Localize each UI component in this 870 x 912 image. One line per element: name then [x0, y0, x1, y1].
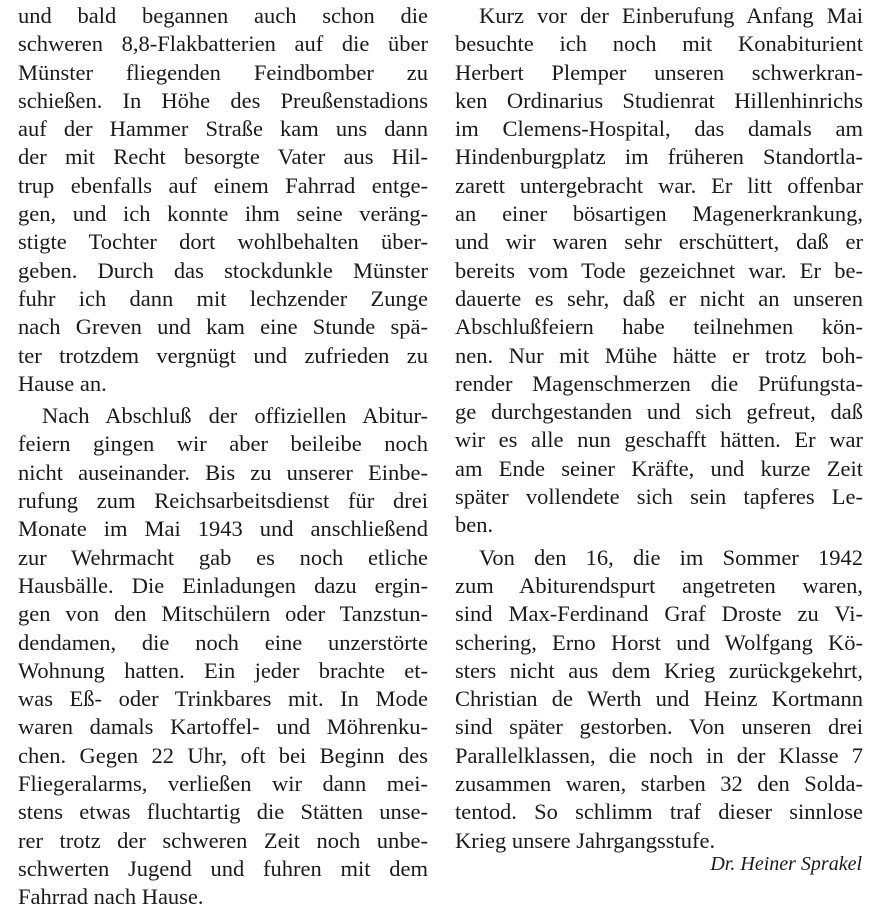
text-line: geben. Durch das stockdunkle Münster	[18, 257, 428, 283]
text-line: bereits vom Tode gezeichnet war. Er be-	[455, 257, 863, 283]
text-line: sind Max-Ferdinand Graf Droste zu Vi-	[455, 601, 863, 627]
text-line: besuchte ich noch mit Konabiturient	[455, 31, 863, 57]
text-line: wir es alle nun geschafft hätten. Er war	[455, 427, 863, 453]
text-line: im Clemens-Hospital, das damals am	[455, 116, 863, 142]
text-line: nach Greven und kam eine Stunde spä-	[18, 314, 428, 340]
text-line: render Magenschmerzen die Prüfungsta-	[455, 370, 863, 396]
text-line: trup ebenfalls auf einem Fahrrad entge-	[18, 172, 428, 198]
author-signature: Dr. Heiner Sprakel	[710, 853, 862, 875]
text-line: stens etwas fluchtartig die Stätten unse-	[18, 799, 428, 825]
text-line: zum Abiturendspurt angetreten waren,	[455, 572, 863, 598]
left-column	[18, 2, 428, 912]
text-line: sind später gestorben. Von unseren drei	[455, 714, 863, 740]
text-line: Christian de Werth und Heinz Kortmann	[455, 686, 863, 712]
text-line: schießen. In Höhe des Preußenstadions	[18, 87, 428, 113]
text-line: Wohnung hatten. Ein jeder brachte et-	[18, 657, 428, 683]
text-line: ken Ordinarius Studienrat Hillenhinrichs	[455, 87, 863, 113]
text-line: und bald begannen auch schon die	[18, 3, 428, 28]
text-line: der mit Recht besorgte Vater aus Hil-	[18, 144, 428, 170]
text-line: Fahrrad nach Hause.	[18, 884, 204, 910]
text-line: Nach Abschluß der offiziellen Abitur-	[42, 403, 428, 429]
text-line: Herbert Plemper unseren schwerkran-	[455, 59, 863, 85]
text-line: Hindenburgplatz im früheren Standortla-	[455, 144, 863, 170]
right-column	[455, 2, 863, 855]
text-line: auf der Hammer Straße kam uns dann	[18, 116, 428, 142]
text-line: Parallelklassen, die noch in der Klasse 7	[455, 742, 863, 768]
text-line: gen, und ich konnte ihm seine veräng-	[18, 201, 428, 227]
text-line: Von den 16, die im Sommer 1942	[479, 544, 863, 570]
text-line: Krieg unsere Jahrgangsstufe.	[455, 827, 716, 853]
text-line: Kurz vor der Einberufung Anfang Mai	[479, 3, 863, 28]
text-line: ben.	[455, 512, 494, 538]
text-line: dendamen, die noch eine unzerstörte	[18, 629, 428, 655]
text-line: schweren 8,8-Flakbatterien auf die über	[18, 31, 428, 57]
text-line: was Eß- oder Trinkbares mit. In Mode	[18, 686, 428, 712]
text-line: und wir waren sehr erschüttert, daß er	[455, 229, 863, 255]
paragraph	[455, 2, 863, 540]
text-line: Münster fliegenden Feindbomber zu	[18, 59, 428, 85]
text-line: zusammen waren, starben 32 den Solda-	[455, 771, 863, 797]
text-line: Hause an.	[18, 370, 107, 396]
paragraph	[455, 544, 863, 855]
text-line: zur Wehrmacht gab es noch etliche	[18, 544, 428, 570]
text-line: ge durchgestanden und sich gefreut, daß	[455, 399, 863, 425]
text-line: gen von den Mitschülern oder Tanzstun-	[18, 601, 428, 627]
text-line: schering, Erno Horst und Wolfgang Kö-	[455, 629, 863, 655]
text-line: tentod. So schlimm traf dieser sinnlose	[455, 799, 863, 825]
text-line: chen. Gegen 22 Uhr, oft bei Beginn des	[18, 742, 428, 768]
text-line: rer trotz der schweren Zeit noch unbe-	[18, 827, 428, 853]
text-line: stigte Tochter dort wohlbehalten über-	[18, 229, 428, 255]
paragraph	[18, 2, 428, 398]
text-line: an einer bösartigen Magenerkrankung,	[455, 201, 863, 227]
text-line: nen. Nur mit Mühe hätte er trotz boh-	[455, 342, 863, 368]
text-line: am Ende seiner Kräfte, und kurze Zeit	[455, 455, 863, 481]
text-line: Hausbälle. Die Einladungen dazu ergin-	[18, 572, 428, 598]
text-line: fuhr ich dann mit lechzender Zunge	[18, 285, 428, 311]
text-line: schwerten Jugend und fuhren mit dem	[18, 855, 428, 881]
paragraph	[18, 402, 428, 911]
text-line: ter trotzdem vergnügt und zufrieden zu	[18, 342, 428, 368]
text-line: später vollendete sich sein tapferes Le-	[455, 484, 863, 510]
text-line: waren damals Kartoffel- und Möhrenku-	[18, 714, 428, 740]
text-line: sters nicht aus dem Krieg zurückgekehrt,	[455, 657, 863, 683]
text-line: rufung zum Reichsarbeitsdienst für drei	[18, 488, 428, 514]
text-line: feiern gingen wir aber beileibe noch	[18, 431, 428, 457]
text-line: zarett untergebracht war. Er litt offenbar	[455, 172, 863, 198]
text-line: nicht auseinander. Bis zu unserer Einbe-	[18, 459, 428, 485]
text-line: Abschlußfeiern habe teilnehmen kön-	[455, 314, 863, 340]
text-line: dauerte es sehr, daß er nicht an unseren	[455, 285, 863, 311]
text-line: Monate im Mai 1943 und anschließend	[18, 516, 428, 542]
text-line: Fliegeralarms, verließen wir dann mei-	[18, 771, 428, 797]
